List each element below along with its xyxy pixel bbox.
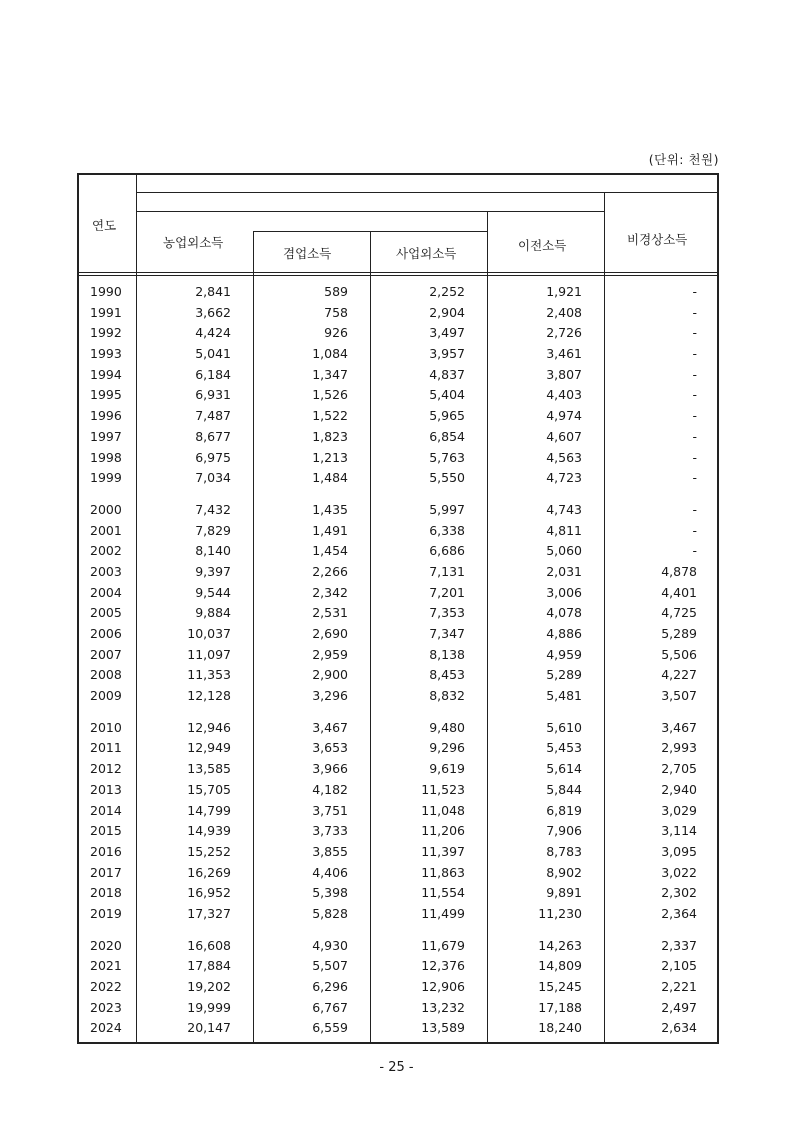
header-side: 겸업소득 (283, 246, 332, 261)
transfer-cell: 5,289 (546, 667, 582, 683)
irregular-cell: 2,634 (661, 1020, 697, 1036)
side-cell: 2,342 (312, 584, 348, 600)
offfarm-cell: 3,662 (195, 304, 231, 320)
table-row (79, 843, 717, 864)
transfer-cell: 4,563 (546, 449, 582, 465)
transfer-cell: 14,263 (538, 937, 582, 953)
business-cell: 5,763 (429, 449, 465, 465)
business-cell: 8,453 (429, 667, 465, 683)
business-cell: 11,679 (421, 937, 465, 953)
offfarm-cell: 13,585 (187, 761, 231, 777)
irregular-cell: 2,705 (661, 761, 697, 777)
transfer-cell: 17,188 (538, 999, 582, 1015)
business-cell: 9,619 (429, 761, 465, 777)
business-cell: 11,397 (421, 843, 465, 859)
business-cell: 11,048 (421, 802, 465, 818)
year-cell: 2018 (90, 885, 122, 901)
offfarm-cell: 8,140 (195, 543, 231, 559)
table-row (79, 501, 717, 522)
year-cell: 2019 (90, 905, 122, 921)
year-cell: 2001 (90, 522, 122, 538)
table-row (79, 864, 717, 885)
header-line-1 (136, 192, 719, 193)
irregular-cell: - (692, 543, 697, 559)
transfer-cell: 4,974 (546, 408, 582, 424)
offfarm-cell: 5,041 (195, 346, 231, 362)
header-offfarm: 농업외소득 (163, 235, 224, 250)
offfarm-cell: 9,884 (195, 605, 231, 621)
irregular-cell: 4,725 (661, 605, 697, 621)
year-cell: 2011 (90, 740, 122, 756)
irregular-cell: 4,227 (661, 667, 697, 683)
irregular-cell: - (692, 387, 697, 403)
offfarm-cell: 9,544 (195, 584, 231, 600)
transfer-cell: 4,743 (546, 501, 582, 517)
irregular-cell: 2,302 (661, 885, 697, 901)
transfer-cell: 14,809 (538, 958, 582, 974)
table-row (79, 584, 717, 605)
side-cell: 3,751 (312, 802, 348, 818)
transfer-cell: 2,408 (546, 304, 582, 320)
side-cell: 2,959 (312, 646, 348, 662)
offfarm-cell: 6,931 (195, 387, 231, 403)
business-cell: 7,131 (429, 563, 465, 579)
table-row (79, 884, 717, 905)
table-row (79, 386, 717, 407)
row-group (79, 501, 717, 708)
transfer-cell: 11,230 (538, 905, 582, 921)
row-group (79, 283, 717, 490)
table-row (79, 999, 717, 1020)
page-number: - 25 - (379, 1060, 414, 1075)
business-cell: 11,499 (421, 905, 465, 921)
year-cell: 1995 (90, 387, 122, 403)
transfer-cell: 4,078 (546, 605, 582, 621)
irregular-cell: 3,114 (661, 823, 697, 839)
irregular-cell: 2,497 (661, 999, 697, 1015)
offfarm-cell: 4,424 (195, 325, 231, 341)
side-cell: 926 (324, 325, 348, 341)
side-cell: 4,182 (312, 781, 348, 797)
business-cell: 2,904 (429, 304, 465, 320)
side-cell: 758 (324, 304, 348, 320)
offfarm-cell: 2,841 (195, 284, 231, 299)
irregular-cell: 2,993 (661, 740, 697, 756)
irregular-cell: 2,337 (661, 937, 697, 953)
business-cell: 4,837 (429, 366, 465, 382)
year-cell: 2004 (90, 584, 122, 600)
irregular-cell: - (692, 325, 697, 341)
table-row (79, 1019, 717, 1040)
irregular-cell: 5,289 (661, 626, 697, 641)
offfarm-cell: 14,939 (187, 823, 231, 839)
irregular-cell: 3,095 (661, 843, 697, 859)
business-cell: 7,353 (429, 605, 465, 621)
table-row (79, 822, 717, 843)
transfer-cell: 6,819 (546, 802, 582, 818)
business-cell: 8,138 (429, 646, 465, 662)
offfarm-cell: 17,327 (187, 905, 231, 921)
transfer-cell: 9,891 (546, 885, 582, 901)
business-cell: 5,550 (429, 470, 465, 486)
table-row (79, 428, 717, 449)
transfer-cell: 3,807 (546, 366, 582, 382)
table-row (79, 687, 717, 708)
side-cell: 2,690 (312, 626, 348, 641)
offfarm-cell: 7,829 (195, 522, 231, 538)
transfer-cell: 5,481 (546, 688, 582, 704)
business-cell: 7,347 (429, 626, 465, 641)
irregular-cell: - (692, 470, 697, 486)
year-cell: 2006 (90, 626, 122, 641)
header-bottom-line-b (79, 275, 717, 276)
income-table (77, 173, 719, 1044)
year-cell: 1994 (90, 366, 122, 382)
year-cell: 2005 (90, 605, 122, 621)
transfer-cell: 5,614 (546, 761, 582, 777)
business-cell: 5,404 (429, 387, 465, 403)
year-cell: 2020 (90, 937, 122, 953)
year-cell: 2000 (90, 501, 122, 517)
year-cell: 2013 (90, 781, 122, 797)
offfarm-cell: 16,952 (187, 885, 231, 901)
irregular-cell: - (692, 522, 697, 538)
transfer-cell: 8,902 (546, 864, 582, 880)
irregular-cell: 3,467 (661, 719, 697, 735)
irregular-cell: - (692, 408, 697, 424)
side-cell: 1,823 (312, 428, 348, 444)
side-cell: 2,900 (312, 667, 348, 683)
business-cell: 12,376 (421, 958, 465, 974)
side-cell: 6,296 (312, 979, 348, 994)
business-cell: 6,854 (429, 428, 465, 444)
business-cell: 6,686 (429, 543, 465, 559)
table-body (79, 283, 717, 1051)
transfer-cell: 4,403 (546, 387, 582, 403)
year-cell: 2023 (90, 999, 122, 1015)
irregular-cell: - (692, 284, 697, 299)
side-cell: 1,522 (312, 408, 348, 424)
side-cell: 2,266 (312, 563, 348, 579)
table-row (79, 366, 717, 387)
business-cell: 11,523 (421, 781, 465, 797)
business-cell: 7,201 (429, 584, 465, 600)
header-transfer: 이전소득 (518, 238, 567, 253)
irregular-cell: - (692, 501, 697, 517)
side-cell: 1,484 (312, 470, 348, 486)
table-row (79, 283, 717, 304)
offfarm-cell: 7,432 (195, 501, 231, 517)
irregular-cell: 3,022 (661, 864, 697, 880)
business-cell: 2,252 (429, 284, 465, 299)
offfarm-cell: 17,884 (187, 958, 231, 974)
year-cell: 2022 (90, 979, 122, 994)
year-cell: 2010 (90, 719, 122, 735)
table-row (79, 345, 717, 366)
business-cell: 3,957 (429, 346, 465, 362)
side-cell: 6,767 (312, 999, 348, 1015)
offfarm-cell: 6,975 (195, 449, 231, 465)
table-row (79, 324, 717, 345)
side-cell: 3,653 (312, 740, 348, 756)
year-cell: 1992 (90, 325, 122, 341)
irregular-cell: - (692, 346, 697, 362)
side-cell: 5,398 (312, 885, 348, 901)
offfarm-cell: 12,128 (187, 688, 231, 704)
table-row (79, 760, 717, 781)
offfarm-cell: 6,184 (195, 366, 231, 382)
offfarm-cell: 12,949 (187, 740, 231, 756)
business-cell: 8,832 (429, 688, 465, 704)
side-cell: 4,930 (312, 937, 348, 953)
side-cell: 3,855 (312, 843, 348, 859)
year-cell: 1990 (90, 284, 122, 299)
table-row (79, 563, 717, 584)
year-cell: 1999 (90, 470, 122, 486)
transfer-cell: 2,031 (546, 563, 582, 579)
side-cell: 3,296 (312, 688, 348, 704)
transfer-cell: 4,723 (546, 470, 582, 486)
irregular-cell: - (692, 428, 697, 444)
transfer-cell: 8,783 (546, 843, 582, 859)
irregular-cell: 2,364 (661, 905, 697, 921)
table-row (79, 957, 717, 978)
table-row (79, 781, 717, 802)
side-cell: 3,733 (312, 823, 348, 839)
row-group (79, 719, 717, 926)
offfarm-cell: 11,097 (187, 646, 231, 662)
table-row (79, 719, 717, 740)
side-cell: 2,531 (312, 605, 348, 621)
business-cell: 6,338 (429, 522, 465, 538)
table-row (79, 625, 717, 646)
transfer-cell: 4,886 (546, 626, 582, 641)
transfer-cell: 4,607 (546, 428, 582, 444)
business-cell: 13,232 (421, 999, 465, 1015)
offfarm-cell: 7,034 (195, 470, 231, 486)
side-cell: 1,435 (312, 501, 348, 517)
business-cell: 13,589 (421, 1020, 465, 1036)
offfarm-cell: 10,037 (187, 626, 231, 641)
transfer-cell: 7,906 (546, 823, 582, 839)
header-line-2 (136, 211, 604, 212)
side-cell: 5,507 (312, 958, 348, 974)
year-cell: 2002 (90, 543, 122, 559)
offfarm-cell: 15,705 (187, 781, 231, 797)
year-cell: 2012 (90, 761, 122, 777)
irregular-cell: 3,507 (661, 688, 697, 704)
side-cell: 4,406 (312, 864, 348, 880)
transfer-cell: 3,006 (546, 584, 582, 600)
offfarm-cell: 19,999 (187, 999, 231, 1015)
table-row (79, 802, 717, 823)
table-row (79, 739, 717, 760)
side-cell: 1,213 (312, 449, 348, 465)
business-cell: 9,480 (429, 719, 465, 735)
year-cell: 2009 (90, 688, 122, 704)
side-cell: 1,454 (312, 543, 348, 559)
offfarm-cell: 15,252 (187, 843, 231, 859)
transfer-cell: 5,610 (546, 719, 582, 735)
header-line-3 (253, 231, 487, 232)
business-cell: 11,554 (421, 885, 465, 901)
year-cell: 2024 (90, 1020, 122, 1036)
offfarm-cell: 19,202 (187, 979, 231, 994)
year-cell: 1998 (90, 449, 122, 465)
year-cell: 1991 (90, 304, 122, 320)
business-cell: 9,296 (429, 740, 465, 756)
row-group (79, 937, 717, 1040)
year-cell: 2021 (90, 958, 122, 974)
side-cell: 3,966 (312, 761, 348, 777)
year-cell: 2015 (90, 823, 122, 839)
transfer-cell: 3,461 (546, 346, 582, 362)
business-cell: 5,997 (429, 501, 465, 517)
offfarm-cell: 20,147 (187, 1020, 231, 1036)
business-cell: 3,497 (429, 325, 465, 341)
irregular-cell: 5,506 (661, 646, 697, 662)
year-cell: 2007 (90, 646, 122, 662)
year-cell: 1996 (90, 408, 122, 424)
offfarm-cell: 7,487 (195, 408, 231, 424)
irregular-cell: 3,029 (661, 802, 697, 818)
side-cell: 3,467 (312, 719, 348, 735)
side-cell: 1,084 (312, 346, 348, 362)
offfarm-cell: 14,799 (187, 802, 231, 818)
irregular-cell: 2,105 (661, 958, 697, 974)
year-cell: 1993 (90, 346, 122, 362)
table-row (79, 937, 717, 958)
transfer-cell: 4,959 (546, 646, 582, 662)
business-cell: 5,965 (429, 408, 465, 424)
side-cell: 1,491 (312, 522, 348, 538)
year-cell: 2017 (90, 864, 122, 880)
offfarm-cell: 16,608 (187, 937, 231, 953)
table-row (79, 522, 717, 543)
table-row (79, 978, 717, 999)
offfarm-cell: 8,677 (195, 428, 231, 444)
transfer-cell: 1,921 (546, 284, 582, 299)
irregular-cell: 4,401 (661, 584, 697, 600)
irregular-cell: - (692, 449, 697, 465)
transfer-cell: 18,240 (538, 1020, 582, 1036)
transfer-cell: 5,844 (546, 781, 582, 797)
header-business: 사업외소득 (396, 246, 457, 261)
transfer-cell: 4,811 (546, 522, 582, 538)
table-row (79, 542, 717, 563)
year-cell: 2016 (90, 843, 122, 859)
table-row (79, 449, 717, 470)
table-row (79, 646, 717, 667)
irregular-cell: 2,221 (661, 979, 697, 994)
header-bottom-line-a (79, 272, 717, 273)
table-row (79, 304, 717, 325)
irregular-cell: - (692, 304, 697, 320)
header-irregular: 비경상소득 (627, 232, 688, 247)
transfer-cell: 5,060 (546, 543, 582, 559)
year-cell: 2014 (90, 802, 122, 818)
business-cell: 11,863 (421, 864, 465, 880)
offfarm-cell: 9,397 (195, 563, 231, 579)
irregular-cell: - (692, 366, 697, 382)
header-year: 연도 (92, 218, 117, 233)
business-cell: 11,206 (421, 823, 465, 839)
side-cell: 5,828 (312, 905, 348, 921)
irregular-cell: 2,940 (661, 781, 697, 797)
unit-label: (단위: 천원) (648, 152, 719, 167)
side-cell: 1,347 (312, 366, 348, 382)
table-row (79, 407, 717, 428)
transfer-cell: 5,453 (546, 740, 582, 756)
offfarm-cell: 12,946 (187, 719, 231, 735)
business-cell: 12,906 (421, 979, 465, 994)
year-cell: 2008 (90, 667, 122, 683)
table-row (79, 905, 717, 926)
year-cell: 2003 (90, 563, 122, 579)
offfarm-cell: 16,269 (187, 864, 231, 880)
transfer-cell: 2,726 (546, 325, 582, 341)
table-row (79, 604, 717, 625)
table-row (79, 666, 717, 687)
side-cell: 6,559 (312, 1020, 348, 1036)
offfarm-cell: 11,353 (187, 667, 231, 683)
table-row (79, 469, 717, 490)
year-cell: 1997 (90, 428, 122, 444)
transfer-cell: 15,245 (538, 979, 582, 994)
side-cell: 589 (324, 284, 348, 299)
side-cell: 1,526 (312, 387, 348, 403)
irregular-cell: 4,878 (661, 563, 697, 579)
